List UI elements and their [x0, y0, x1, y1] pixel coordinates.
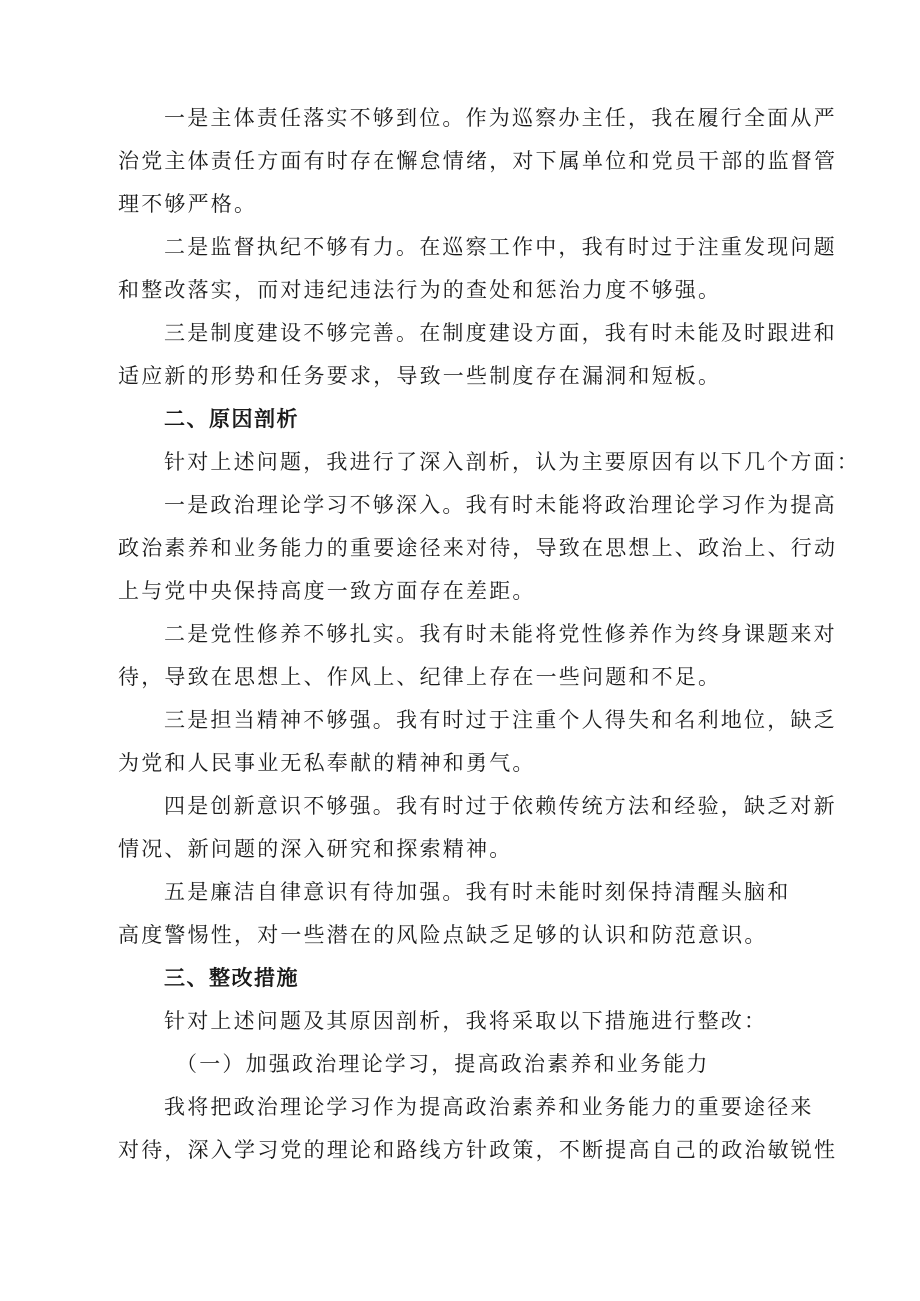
section-heading-rectification: 三、整改措施	[164, 966, 299, 990]
subsection-heading: （一）加强政治理论学习，提高政治素养和业务能力	[176, 1052, 710, 1076]
paragraph-line: 对待，深入学习党的理论和路线方针政策，不断提高自己的政治敏锐性	[118, 1138, 838, 1162]
paragraph-line: 适应新的形势和任务要求，导致一些制度存在漏洞和短板。	[118, 364, 722, 388]
section-heading-cause-analysis: 二、原因剖析	[164, 407, 299, 431]
paragraph-line: 二是党性修养不够扎实。我有时未能将党性修养作为终身课题来对	[164, 622, 837, 646]
paragraph-line: 一是政治理论学习不够深入。我有时未能将政治理论学习作为提高	[164, 493, 837, 517]
paragraph-line: 高度警惕性，对一些潜在的风险点缺乏足够的认识和防范意识。	[118, 923, 768, 947]
paragraph-line: 四是创新意识不够强。我有时过于依赖传统方法和经验，缺乏对新	[164, 794, 837, 818]
paragraph-line: 和整改落实，而对违纪违法行为的查处和惩治力度不够强。	[118, 278, 722, 302]
paragraph-line: 针对上述问题，我进行了深入剖析，认为主要原因有以下几个方面：	[164, 450, 860, 474]
paragraph-line: 一是主体责任落实不够到位。作为巡察办主任，我在履行全面从严	[164, 106, 837, 130]
paragraph-line: 情况、新问题的深入研究和探索精神。	[118, 837, 513, 861]
paragraph-line: 待，导致在思想上、作风上、纪律上存在一些问题和不足。	[118, 665, 722, 689]
paragraph-line: 理不够严格。	[118, 192, 258, 216]
paragraph-line: 二是监督执纪不够有力。在巡察工作中，我有时过于注重发现问题	[164, 235, 837, 259]
paragraph-line: 上与党中央保持高度一致方面存在差距。	[118, 579, 536, 603]
paragraph-line: 我将把政治理论学习作为提高政治素养和业务能力的重要途径来	[164, 1095, 814, 1119]
paragraph-line: 五是廉洁自律意识有待加强。我有时未能时刻保持清醒头脑和	[164, 880, 791, 904]
paragraph-line: 三是制度建设不够完善。在制度建设方面，我有时未能及时跟进和	[164, 321, 837, 345]
paragraph-line: 针对上述问题及其原因剖析，我将采取以下措施进行整改：	[164, 1009, 768, 1033]
paragraph-line: 为党和人民事业无私奉献的精神和勇气。	[118, 751, 536, 775]
paragraph-line: 治党主体责任方面有时存在懈怠情绪，对下属单位和党员干部的监督管	[118, 149, 838, 173]
paragraph-line: 政治素养和业务能力的重要途径来对待，导致在思想上、政治上、行动	[118, 536, 838, 560]
paragraph-line: 三是担当精神不够强。我有时过于注重个人得失和名利地位，缺乏	[164, 708, 837, 732]
